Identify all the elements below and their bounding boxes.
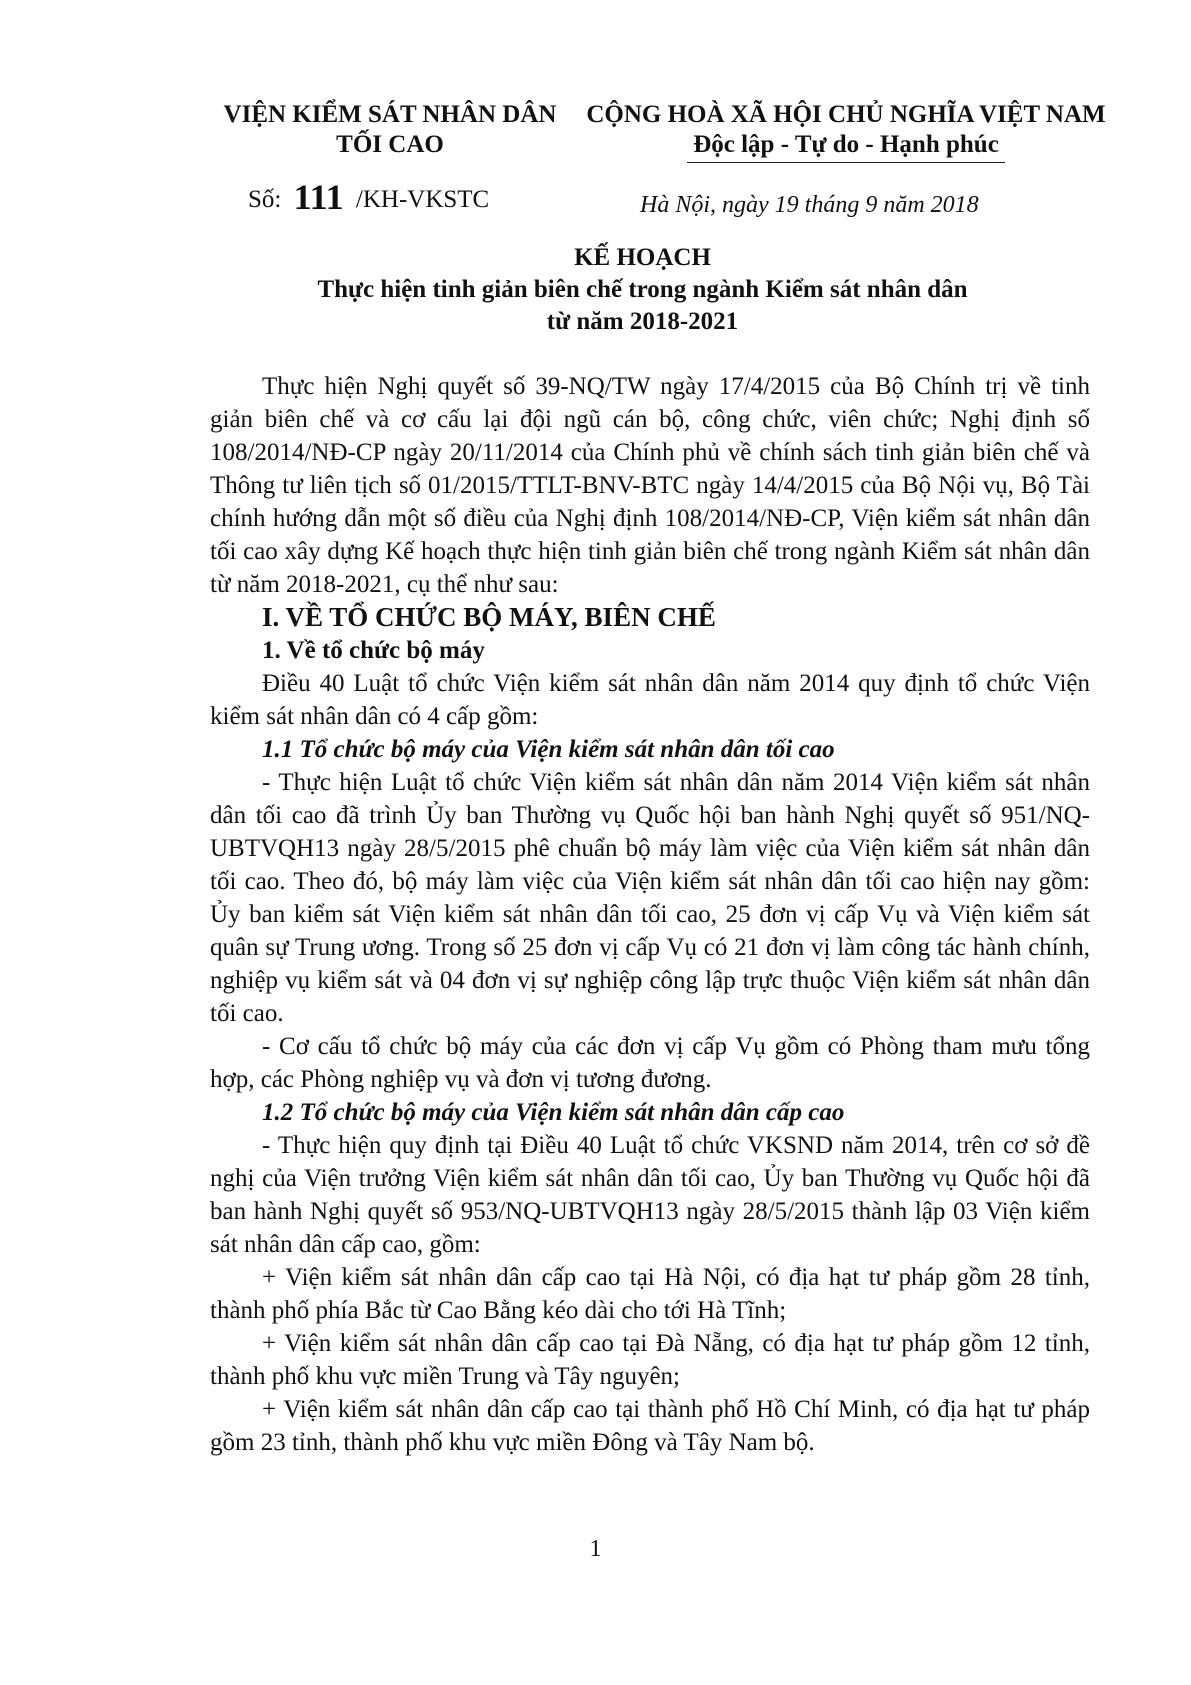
- nation-motto: Độc lập - Tự do - Hạnh phúc: [693, 131, 999, 158]
- section-1-1-2-heading: 1.2 Tổ chức bộ máy của Viện kiểm sát nhân dân cấp cao: [262, 1099, 845, 1126]
- national-motto-header: [576, 100, 1116, 163]
- number-prefix: Số:: [248, 186, 282, 213]
- document-number: [248, 177, 490, 217]
- section-1-1-1-heading: 1.1 Tổ chức bộ máy của Viện kiểm sát nhân dân tối cao: [262, 736, 835, 763]
- number-value: 111: [293, 177, 344, 217]
- intro-paragraph: Thực hiện Nghị quyết số 39-NQ/TW ngày 17/4/2015 của Bộ Chính trị về tinh giản biên chế và cơ cấu lại đội ngũ cán bộ, công chức, viên chức; Nghị định số 108/2014/NĐ-CP ngày 20/11/2014 của Chính phủ về chính sách tinh giản biên chế và Thông tư liên tịch số 01/2015/TTLT-BNV-BTC ngày 14/4/2015 của Bộ Nội vụ, Bộ Tài chính hướng dẫn một số điều của Nghị định 108/2014/NĐ-CP, Viện kiểm sát nhân dân tối cao xây dựng Kế hoạch thực hiện tinh giản biên chế trong ngành Kiểm sát nhân dân từ năm 2018-2021, cụ thể như sau:: [210, 373, 1090, 598]
- document-date: Hà Nội, ngày 19 tháng 9 năm 2018: [640, 192, 979, 218]
- document-body: [210, 370, 1090, 1459]
- agency-name-line1: VIỆN KIỂM SÁT NHÂN DÂN: [223, 101, 557, 128]
- agency-name-line2: TỐI CAO: [336, 131, 444, 158]
- title-subtitle-line2: từ năm 2018-2021: [546, 308, 739, 335]
- agency-header: [210, 100, 570, 160]
- bullet-hochiminh: + Viện kiểm sát nhân dân cấp cao tại thành phố Hồ Chí Minh, có địa hạt tư pháp gồm 23 tỉnh, thành phố khu vực miền Đông và Tây Nam bộ.: [210, 1396, 1090, 1456]
- title-main: KẾ HOẠCH: [574, 244, 711, 271]
- section-1-heading: I. VỀ TỔ CHỨC BỘ MÁY, BIÊN CHẾ: [262, 602, 716, 632]
- section-1-1-paragraph: Điều 40 Luật tổ chức Viện kiểm sát nhân dân năm 2014 quy định tổ chức Viện kiểm sát nhân dân có 4 cấp gồm:: [210, 670, 1090, 730]
- motto-underline: [687, 162, 1005, 163]
- bullet-hanoi: + Viện kiểm sát nhân dân cấp cao tại Hà Nội, có địa hạt tư pháp gồm 28 tỉnh, thành phố phía Bắc từ Cao Bằng kéo dài cho tới Hà Tĩnh;: [210, 1264, 1090, 1324]
- page-number: 1: [589, 1536, 602, 1562]
- section-1-1-1-paragraph-2: - Cơ cấu tổ chức bộ máy của các đơn vị cấp Vụ gồm có Phòng tham mưu tổng hợp, các Phòng nghiệp vụ và đơn vị tương đương.: [210, 1033, 1090, 1093]
- section-1-1-heading: 1. Về tổ chức bộ máy: [262, 637, 485, 664]
- nation-name: CỘNG HOÀ XÃ HỘI CHỦ NGHĨA VIỆT NAM: [586, 101, 1106, 128]
- document-title: [200, 242, 1085, 338]
- section-1-1-1-paragraph-1: - Thực hiện Luật tổ chức Viện kiểm sát nhân dân năm 2014 Viện kiểm sát nhân dân tối cao đã trình Ủy ban Thường vụ Quốc hội ban hành Nghị quyết số 951/NQ-UBTVQH13 ngày 28/5/2015 phê chuẩn bộ máy làm việc của Viện kiểm sát nhân dân tối cao. Theo đó, bộ máy làm việc của Viện kiểm sát nhân dân tối cao hiện nay gồm: Ủy ban kiểm sát Viện kiểm sát nhân dân tối cao, 25 đơn vị cấp Vụ và Viện kiểm sát quân sự Trung ương. Trong số 25 đơn vị cấp Vụ có 21 đơn vị làm công tác hành chính, nghiệp vụ kiểm sát và 04 đơn vị sự nghiệp công lập trực thuộc Viện kiểm sát nhân dân tối cao.: [210, 769, 1090, 1027]
- number-suffix: /KH-VKSTC: [355, 186, 490, 213]
- section-1-1-2-paragraph: - Thực hiện quy định tại Điều 40 Luật tổ chức VKSND năm 2014, trên cơ sở đề nghị của Viện trưởng Viện kiểm sát nhân dân tối cao, Ủy ban Thường vụ Quốc hội đã ban hành Nghị quyết số 953/NQ-UBTVQH13 ngày 28/5/2015 thành lập 03 Viện kiểm sát nhân dân cấp cao, gồm:: [210, 1132, 1090, 1258]
- bullet-danang: + Viện kiểm sát nhân dân cấp cao tại Đà Nẵng, có địa hạt tư pháp gồm 12 tỉnh, thành phố khu vực miền Trung và Tây nguyên;: [210, 1330, 1090, 1390]
- title-subtitle-line1: Thực hiện tinh giản biên chế trong ngành Kiểm sát nhân dân: [317, 276, 968, 303]
